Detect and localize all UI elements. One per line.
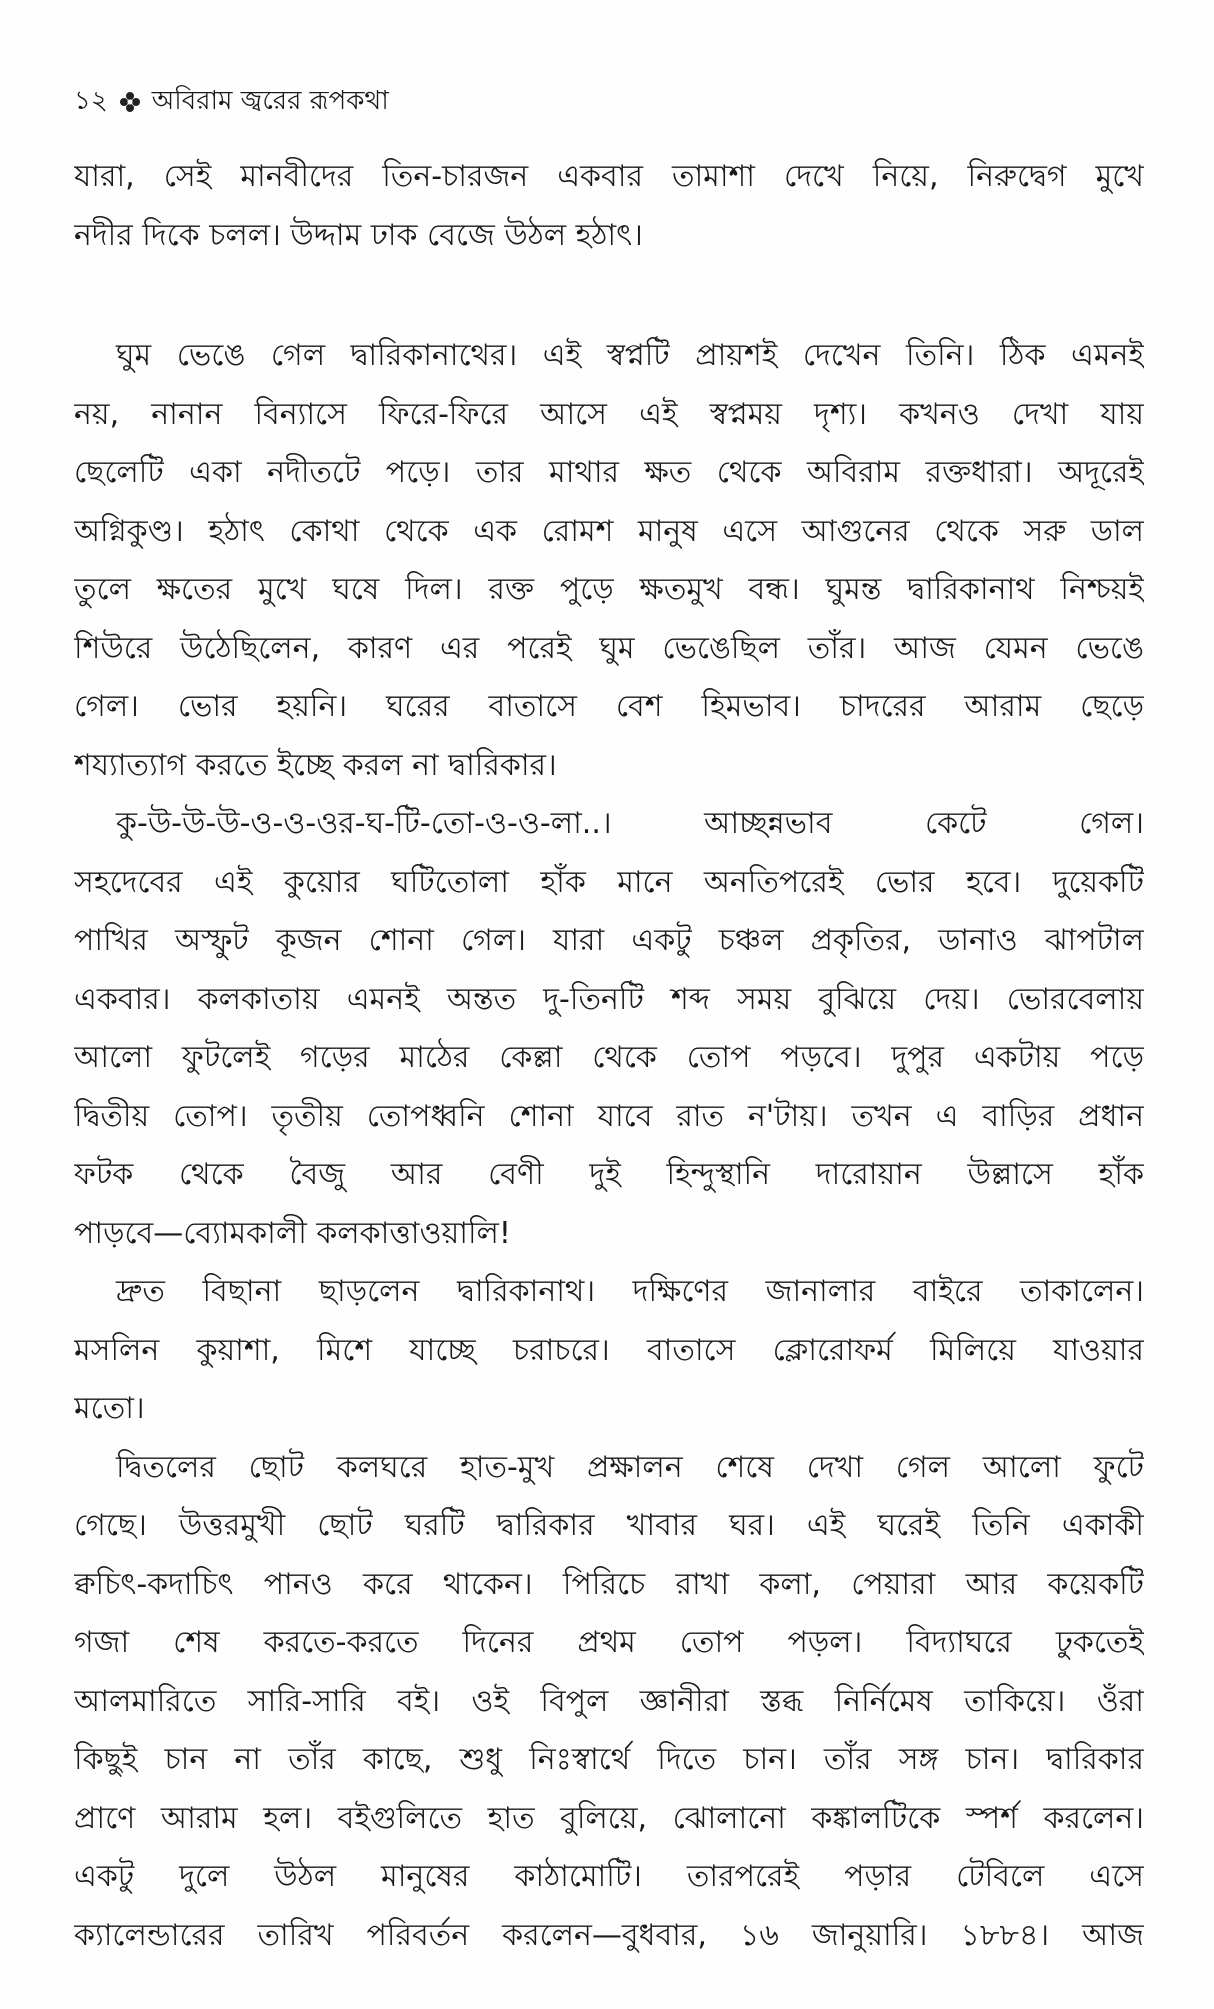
running-header xyxy=(74,78,389,126)
text-line: সহদেবের এই কুয়োর ঘটিতোলা হাঁক মানে অনতিপরেই ভোর হবে। দুয়েকটি xyxy=(74,864,1144,900)
text-line: একটু দুলে উঠল মানুষের কাঠামোটি। তারপরেই পড়ার টেবিলে এসে xyxy=(74,1859,1144,1894)
text-line: ক্বচিৎ-কদাচিৎ পানও করে থাকেন। পিরিচে রাখা কলা, পেয়ারা আর কয়েকটি xyxy=(74,1566,1144,1602)
text-line: দ্রুত বিছানা ছাড়লেন দ্বারিকানাথ। দক্ষিণের জানালার বাইরে তাকালেন। xyxy=(116,1274,1144,1309)
text-line: নদীর দিকে চলল। উদ্দাম ঢাক বেজে উঠল হঠাৎ। xyxy=(74,217,643,253)
text-line: আলো ফুটলেই গড়ের মাঠের কেল্লা থেকে তোপ পড়বে। দুপুর একটায় পড়ে xyxy=(74,1040,1144,1075)
paragraph xyxy=(74,327,1144,795)
text-line: মসলিন কুয়াশা, মিশে যাচ্ছে চরাচরে। বাতাসে ক্লোরোফর্ম মিলিয়ে যাওয়ার xyxy=(74,1332,1144,1368)
text-line: তুলে ক্ষতের মুখে ঘষে দিল। রক্ত পুড়ে ক্ষতমুখ বন্ধ। ঘুমন্ত দ্বারিকানাথ নিশ্চয়ই xyxy=(74,572,1144,607)
text-line: ক্যালেন্ডারের তারিখ পরিবর্তন করলেন—বুধবার, ১৬ জানুয়ারি। ১৮৮৪। আজ xyxy=(74,1917,1144,1953)
text-line: শিউরে উঠেছিলেন, কারণ এর পরেই ঘুম ভেঙেছিল তাঁর। আজ যেমন ভেঙে xyxy=(74,630,1144,666)
section-break xyxy=(74,265,1144,327)
text-line: দ্বিতলের ছোট কলঘরে হাত-মুখ প্রক্ষালন শেষে দেখা গেল আলো ফুটে xyxy=(116,1449,1144,1485)
text-line: দ্বিতীয় তোপ। তৃতীয় তোপধ্বনি শোনা যাবে রাত ন'টায়। তখন এ বাড়ির প্রধান xyxy=(74,1098,1144,1134)
text-line: গেল। ভোর হয়নি। ঘরের বাতাসে বেশ হিমভাব। চাদরের আরাম ছেড়ে xyxy=(74,689,1144,724)
text-line: শয্যাত্যাগ করতে ইচ্ছে করল না দ্বারিকার। xyxy=(74,747,557,783)
text-line: পাড়বে—ব্যোমকালী কলকাত্তাওয়ালি! xyxy=(74,1215,511,1251)
paragraph xyxy=(74,1263,1144,1439)
text-line: গজা শেষ করতে-করতে দিনের প্রথম তোপ পড়ল। বিদ্যাঘরে ঢুকতেই xyxy=(74,1625,1144,1660)
book-title: অবিরাম জ্বরের রূপকথা xyxy=(151,86,389,116)
text-line: প্রাণে আরাম হল। বইগুলিতে হাত বুলিয়ে, ঝোলানো কঙ্কালটিকে স্পর্শ করলেন। xyxy=(74,1800,1144,1836)
paragraph xyxy=(74,795,1144,1263)
text-line: পাখির অস্ফুট কূজন শোনা গেল। যারা একটু চঞ্চল প্রকৃতির, ডানাও ঝাপটাল xyxy=(74,923,1144,958)
page-number: ১২ xyxy=(74,86,108,116)
text-line: কু-উ-উ-উ-ও-ও-ওর-ঘ-টি-তো-ও-ও-লা..। আচ্ছন্নভাব কেটে গেল। xyxy=(116,806,1144,841)
text-line: অগ্নিকুণ্ড। হঠাৎ কোথা থেকে এক রোমশ মানুষ এসে আগুনের থেকে সরু ডাল xyxy=(74,513,1144,549)
flower-ornament-icon xyxy=(118,90,142,114)
text-line: যারা, সেই মানবীদের তিন-চারজন একবার তামাশা দেখে নিয়ে, নিরুদ্বেগ মুখে xyxy=(74,159,1144,194)
paragraph xyxy=(74,1439,1144,1966)
text-line: মতো। xyxy=(74,1391,145,1426)
text-line: ফটক থেকে বৈজু আর বেণী দুই হিন্দুস্থানি দারোয়ান উল্লাসে হাঁক xyxy=(74,1157,1144,1192)
paragraph xyxy=(74,148,1144,265)
text-line: কিছুই চান না তাঁর কাছে, শুধু নিঃস্বার্থে দিতে চান। তাঁর সঙ্গ চান। দ্বারিকার xyxy=(74,1742,1144,1777)
text-line: ঘুম ভেঙে গেল দ্বারিকানাথের। এই স্বপ্নটি প্রায়শই দেখেন তিনি। ঠিক এমনই xyxy=(116,338,1144,373)
text-line: আলমারিতে সারি-সারি বই। ওই বিপুল জ্ঞানীরা স্তব্ধ নির্নিমেষ তাকিয়ে। ওঁরা xyxy=(74,1683,1144,1719)
body-text xyxy=(74,148,1144,1965)
text-line: ছেলেটি একা নদীতটে পড়ে। তার মাথার ক্ষত থেকে অবিরাম রক্তধারা। অদূরেই xyxy=(74,455,1144,490)
text-line: নয়, নানান বিন্যাসে ফিরে-ফিরে আসে এই স্বপ্নময় দৃশ্য। কখনও দেখা যায় xyxy=(74,396,1144,432)
text-line: একবার। কলকাতায় এমনই অন্তত দু-তিনটি শব্দ সময় বুঝিয়ে দেয়। ভোরবেলায় xyxy=(74,981,1144,1017)
text-line: গেছে। উত্তরমুখী ছোট ঘরটি দ্বারিকার খাবার ঘর। এই ঘরেই তিনি একাকী xyxy=(74,1508,1144,1543)
